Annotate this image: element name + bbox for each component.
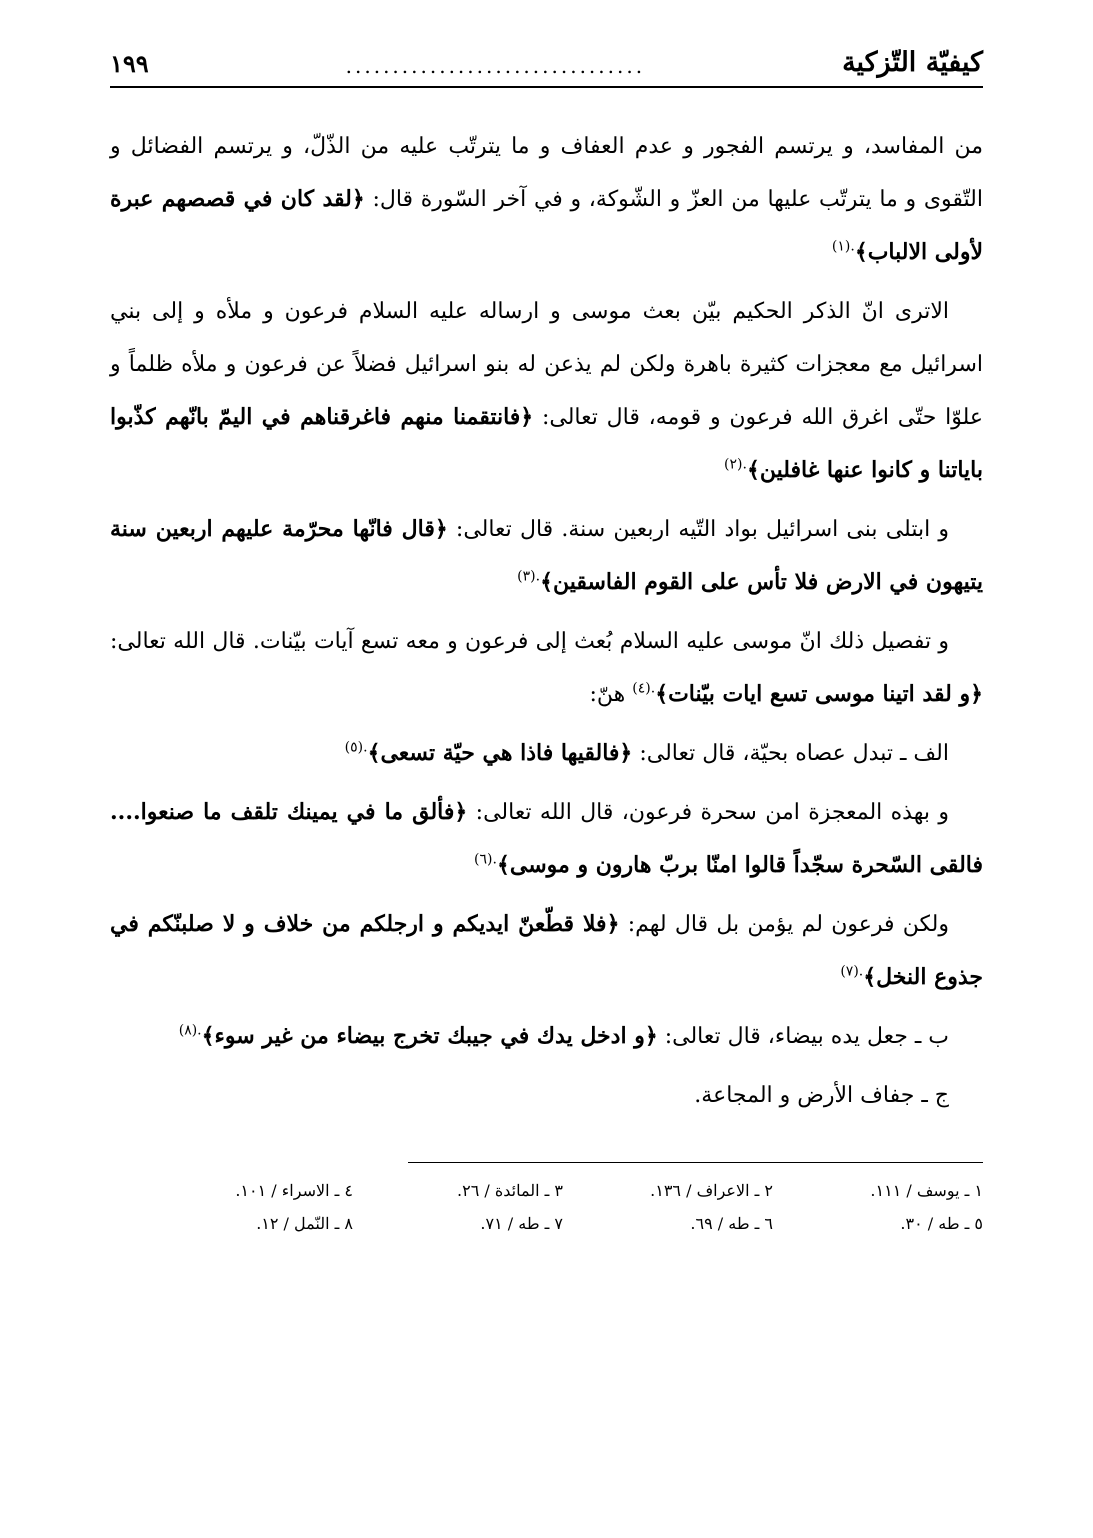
footnote-item: ٧ ـ طه / ٧١. [480, 1214, 563, 1233]
quran-quote: ﴿و لقد اتينا موسى تسع ايات بيّنات﴾ [655, 681, 983, 707]
paragraph-1 [110, 120, 983, 279]
footnote-ref: .(٣) [517, 568, 541, 585]
footnote-item: ١ ـ يوسف / ١١١. [870, 1181, 983, 1200]
footnote-ref: .(٨) [178, 1022, 202, 1039]
page-header [110, 30, 983, 88]
footnote-ref: .(٤) [632, 680, 656, 697]
paragraph-text: ولكن فرعون لم يؤمن بل قال لهم: [619, 912, 949, 937]
paragraph-text: و بهذه المعجزة امن سحرة فرعون، قال الله تعالى: [467, 800, 949, 825]
document-page [110, 30, 983, 1530]
paragraph-tail: هنّ: [589, 682, 633, 707]
footnote-item: ٢ ـ الاعراف / ١٣٦. [650, 1181, 773, 1200]
quran-quote: ﴿و ادخل يدك في جيبك تخرج بيضاء من غير سوء﴾ [201, 1023, 658, 1049]
footnote-item: ٤ ـ الاسراء / ١٠١. [235, 1181, 353, 1200]
quran-quote: ﴿فانتقمنا منهم فاغرقناهم في اليمّ بانّهم كذّبوا باياتنا و كانوا عنها غافلين﴾ [110, 404, 983, 483]
paragraph-text: ب ـ جعل يده بيضاء، قال تعالى: [657, 1024, 949, 1049]
quran-quote: ﴿قال فانّها محرّمة عليهم اربعين سنة يتيهون في الارض فلا تأس على القوم الفاسقين﴾ [110, 516, 983, 595]
footnote-ref: .(٢) [724, 456, 747, 473]
paragraph-4 [110, 615, 983, 721]
page-number: ١٩٩ [110, 49, 149, 78]
quran-quote: ﴿فألق ما في يمينك تلقف ما صنعوا.... فالقى السّحرة سجّداً قالوا امنّا بربّ هارون و موسى﴾ [110, 799, 983, 878]
paragraph-2 [110, 285, 983, 497]
paragraph-text: ج ـ جفاف الأرض و المجاعة. [694, 1083, 949, 1108]
paragraph-3 [110, 503, 983, 609]
quran-quote: ﴿فالقيها فاذا هي حيّة تسعى﴾ [367, 740, 633, 766]
paragraph-5 [110, 727, 983, 780]
footnote-item: ٦ ـ طه / ٦٩. [690, 1214, 773, 1233]
quran-quote: ﴿فلا قطّعنّ ايديكم و ارجلكم من خلاف و لا صلبنّكم في جذوع النخل﴾ [110, 911, 983, 990]
page-body [110, 120, 983, 1122]
quran-quote: ﴿لقد كان في قصصهم عبرة لأولى الالباب﴾ [110, 186, 983, 265]
paragraph-7 [110, 898, 983, 1004]
footnote-ref: .(١) [831, 238, 855, 255]
footnote-item: ٨ ـ النّمل / ١٢. [256, 1214, 353, 1233]
paragraph-text: و تفصيل ذلك انّ موسى عليه السلام بُعث إلى فرعون و معه تسع آيات بيّنات. قال الله تعالى: [110, 629, 949, 654]
paragraph-6 [110, 786, 983, 892]
paragraph-text: من المفاسد، و يرتسم الفجور و عدم العفاف و ما يترتّب عليه من الذّلّ، و يرتسم الفضائل و التّقوى و ما يترتّب عليها من العزّ و الشّوكة، و في آخر السّورة قال: [110, 134, 983, 212]
paragraph-9 [110, 1069, 983, 1122]
paragraph-8 [110, 1010, 983, 1063]
footnote-item: ٣ ـ المائدة / ٢٦. [457, 1181, 563, 1200]
paragraph-text: الف ـ تبدل عصاه بحيّة، قال تعالى: [632, 741, 949, 766]
paragraph-text: و ابتلى بنى اسرائيل بواد التّيه اربعين سنة. قال تعالى: [447, 517, 949, 542]
leader-dots: ................................ [345, 54, 646, 78]
chapter-title: كيفيّة التّزكية [842, 47, 983, 78]
footnote-item: ٥ ـ طه / ٣٠. [900, 1214, 983, 1233]
footnotes [143, 1181, 983, 1233]
paragraph-text: الاترى انّ الذكر الحكيم بيّن بعث موسى و ارساله عليه السلام فرعون و ملأه و إلى بني اسرائيل مع معجزات كثيرة باهرة ولكن لم يذعن له بنو اسرائيل فضلاً عن فرعون و ملأه ظلماً و علوّا حتّى اغرق الله فرعون و قومه، قال تعالى: [110, 299, 983, 430]
footnote-ref: .(٦) [474, 851, 497, 868]
footnote-ref: .(٧) [840, 963, 864, 980]
footnote-divider [408, 1162, 983, 1163]
footnote-ref: .(٥) [344, 739, 368, 756]
